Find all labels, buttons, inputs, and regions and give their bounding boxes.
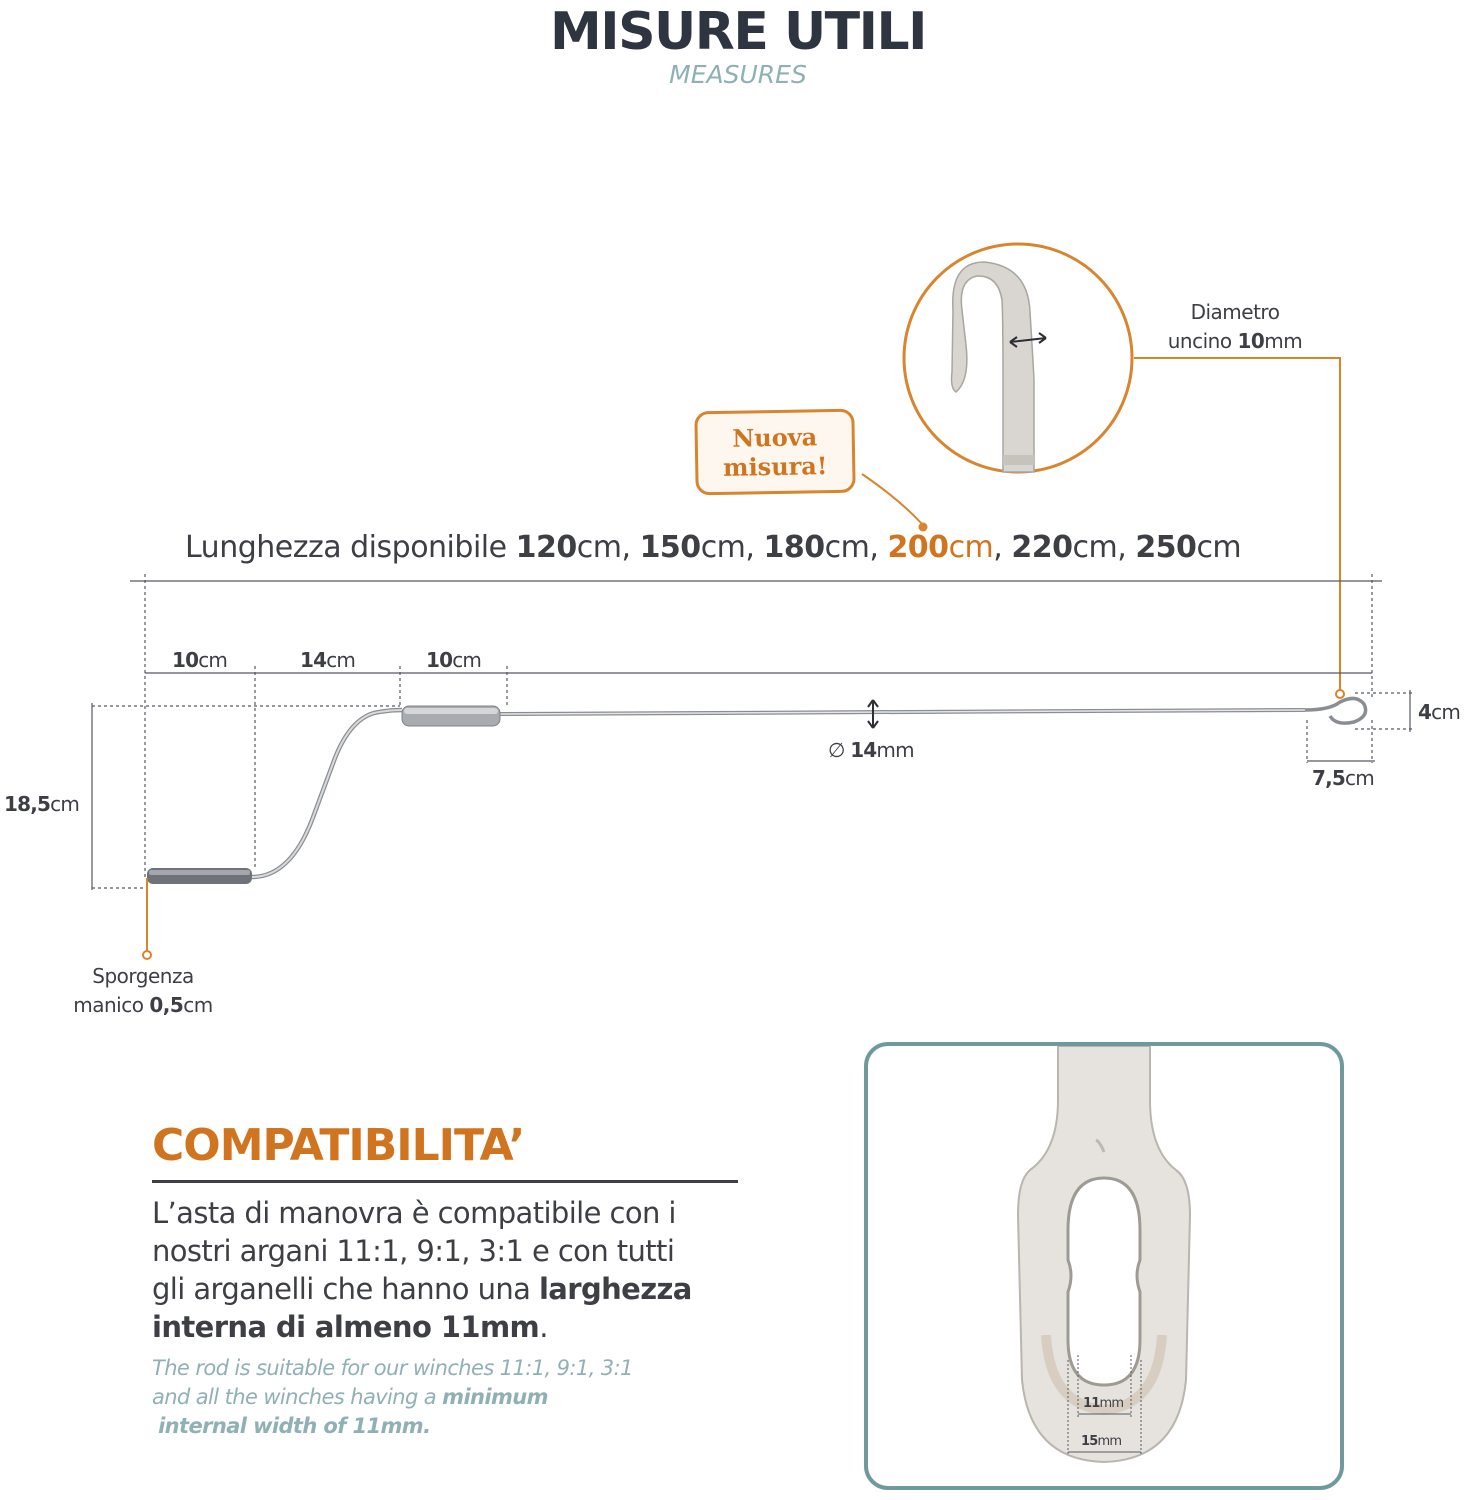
bend-length-label: [300, 648, 355, 672]
length-unit: cm: [824, 530, 870, 565]
length-unit: cm: [700, 530, 746, 565]
hook-height-label: [1418, 700, 1460, 724]
dim-unit: mm: [1097, 1434, 1122, 1449]
compat-en-bold: minimum: [442, 1385, 548, 1409]
eyelet-inner-label: [1083, 1396, 1123, 1411]
length-220: 220: [1011, 530, 1073, 565]
hook-diameter-note: [1150, 298, 1320, 356]
dim-value: 10: [426, 648, 453, 672]
length-sep: ,: [1117, 530, 1127, 565]
total-length-dimension: [130, 574, 1382, 880]
eyelet-frame: [866, 1044, 1342, 1488]
page-subtitle: MEASURES: [669, 60, 807, 89]
length-120: 120: [515, 530, 577, 565]
dim-value: 14: [300, 648, 327, 672]
note-line: Diametro: [1190, 300, 1280, 324]
length-unit: cm: [1072, 530, 1118, 565]
dim-value: 18,5: [4, 792, 51, 816]
compatibility-title: COMPATIBILITA’: [152, 1120, 525, 1171]
note-value: 0,5: [149, 993, 184, 1017]
compat-en-text: and all the winches having a: [152, 1385, 437, 1409]
dim-value: 11: [1083, 1396, 1100, 1411]
dim-unit: mm: [876, 738, 914, 762]
eyelet-outer-label: [1081, 1434, 1121, 1449]
hook-magnifier: [904, 244, 1132, 472]
page-title: MISURE UTILI: [550, 2, 926, 62]
length-sep: ,: [993, 530, 1003, 565]
diameter-symbol: ∅: [828, 738, 845, 762]
dim-unit: cm: [1431, 700, 1461, 724]
dim-value: 4: [1418, 700, 1432, 724]
length-sep: ,: [869, 530, 879, 565]
diameter-label: [828, 738, 914, 762]
length-unit: cm: [1196, 530, 1242, 565]
length-200: 200: [887, 530, 949, 565]
eyelet-slot: [1068, 1178, 1140, 1385]
length-unit: cm: [948, 530, 994, 565]
new-size-badge: [694, 409, 855, 496]
compat-it-line: nostri argani 11:1, 9:1, 3:1 e con tutti: [152, 1234, 675, 1268]
dim-unit: cm: [326, 648, 356, 672]
dim-value: 7,5: [1312, 766, 1346, 790]
compat-it-bold: larghezza: [538, 1272, 692, 1306]
compat-it-text: gli arganelli che hanno una: [152, 1272, 531, 1306]
dim-unit: mm: [1099, 1396, 1124, 1411]
available-lengths-label: Lunghezza disponibile: [185, 530, 507, 565]
handle-protrusion-note: [50, 962, 236, 1020]
note-text: uncino: [1167, 329, 1232, 353]
length-250: 250: [1135, 530, 1197, 565]
length-sep: ,: [745, 530, 755, 565]
length-150: 150: [639, 530, 701, 565]
compat-en-line: The rod is suitable for our winches 11:1, 9:1, 3:1: [152, 1356, 633, 1380]
dim-value: 14: [850, 738, 877, 762]
compat-it-end: .: [539, 1310, 548, 1344]
length-180: 180: [763, 530, 825, 565]
note-unit: cm: [183, 993, 213, 1017]
handle-length-label: [172, 648, 227, 672]
dim-unit: cm: [1345, 766, 1374, 790]
compatibility-text-it: [152, 1194, 772, 1346]
compatibility-text-en: [152, 1354, 712, 1441]
length-sep: ,: [621, 530, 631, 565]
height-label: [4, 792, 79, 816]
compat-en-bold: internal width of 11mm.: [158, 1414, 431, 1438]
note-unit: mm: [1264, 329, 1303, 353]
grip-length-label: [426, 648, 481, 672]
note-value: 10: [1237, 329, 1265, 353]
dim-unit: cm: [198, 648, 228, 672]
compat-it-bold: interna di almeno 11mm: [152, 1310, 540, 1344]
badge-line-2: misura!: [722, 451, 828, 482]
rod: [147, 698, 1366, 884]
available-lengths: [185, 530, 1241, 565]
dim-value: 10: [172, 648, 199, 672]
note-text: manico: [73, 993, 144, 1017]
note-line: Sporgenza: [92, 964, 194, 988]
rod-hook: [1305, 698, 1366, 723]
compat-it-line: L’asta di manovra è compatibile con i: [152, 1196, 676, 1230]
dim-value: 15: [1081, 1434, 1098, 1449]
badge-line-1: Nuova: [732, 422, 818, 453]
compatibility-divider: [152, 1180, 738, 1183]
dim-unit: cm: [50, 792, 80, 816]
dim-unit: cm: [452, 648, 482, 672]
hook-length-label: [1312, 766, 1374, 790]
length-unit: cm: [576, 530, 622, 565]
